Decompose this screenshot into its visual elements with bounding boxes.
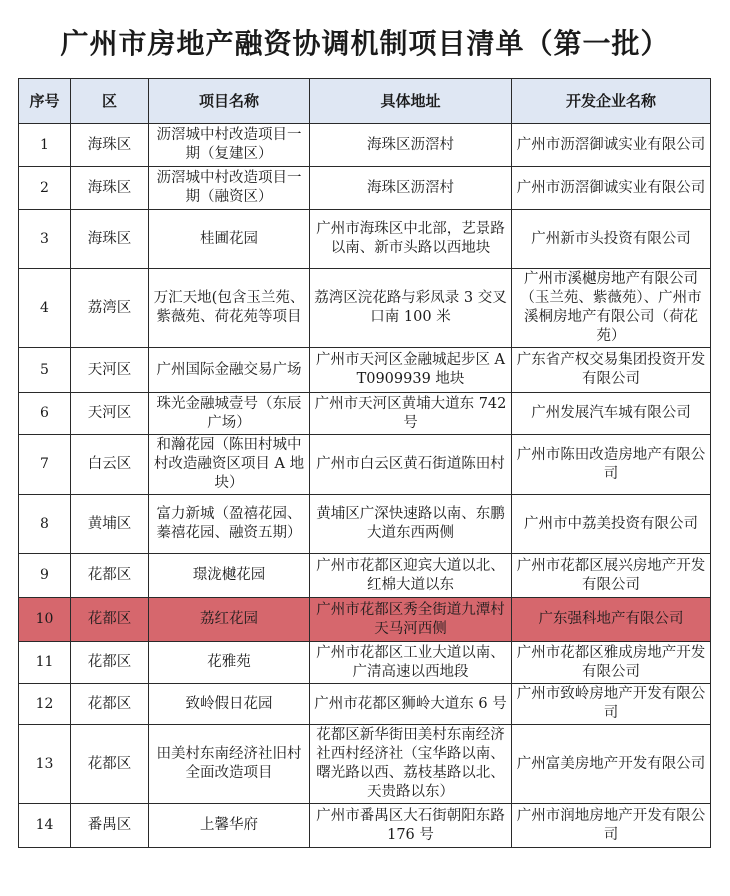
table-row	[19, 167, 711, 210]
table-header-row	[19, 79, 711, 124]
cell-district: 花都区	[71, 725, 149, 804]
cell-no: 3	[19, 210, 71, 269]
cell-district: 海珠区	[71, 124, 149, 167]
table-row	[19, 124, 711, 167]
cell-address: 广州市番禺区大石街朝阳东路 176 号	[310, 804, 512, 848]
cell-address: 广州市花都区秀全街道九潭村天马河西侧	[310, 598, 512, 642]
cell-no: 13	[19, 725, 71, 804]
cell-company: 广州市陈田改造房地产有限公司	[512, 435, 711, 495]
cell-address: 海珠区沥滘村	[310, 124, 512, 167]
cell-address: 广州市天河区黄埔大道东 742 号	[310, 393, 512, 435]
header-district: 区	[71, 79, 149, 124]
cell-no: 8	[19, 495, 71, 554]
header-address: 具体地址	[310, 79, 512, 124]
cell-address: 广州市白云区黄石街道陈田村	[310, 435, 512, 495]
cell-company: 广州发展汽车城有限公司	[512, 393, 711, 435]
cell-project: 上馨华府	[149, 804, 310, 848]
table-row	[19, 210, 711, 269]
cell-district: 天河区	[71, 393, 149, 435]
cell-district: 天河区	[71, 348, 149, 393]
cell-project: 和瀚花园（陈田村城中村改造融资区项目 A 地块）	[149, 435, 310, 495]
cell-no: 5	[19, 348, 71, 393]
cell-company: 广州市花都区展兴房地产开发有限公司	[512, 554, 711, 598]
cell-district: 花都区	[71, 598, 149, 642]
cell-company: 广州市中荔美投资有限公司	[512, 495, 711, 554]
cell-project: 沥滘城中村改造项目一期（融资区）	[149, 167, 310, 210]
cell-company: 广州新市头投资有限公司	[512, 210, 711, 269]
cell-address: 黄埔区广深快速路以南、东鹏大道东西两侧	[310, 495, 512, 554]
table-row	[19, 435, 711, 495]
cell-project: 花雅苑	[149, 642, 310, 684]
cell-district: 黄埔区	[71, 495, 149, 554]
cell-company: 广州市花都区雅成房地产开发有限公司	[512, 642, 711, 684]
header-no: 序号	[19, 79, 71, 124]
cell-address: 广州市花都区迎宾大道以北、红棉大道以东	[310, 554, 512, 598]
cell-project: 富力新城（盈禧花园、蓁禧花园、融资五期）	[149, 495, 310, 554]
cell-district: 花都区	[71, 554, 149, 598]
table-row	[19, 495, 711, 554]
cell-company: 广州市润地房地产开发有限公司	[512, 804, 711, 848]
cell-address: 广州市花都区工业大道以南、广清高速以西地段	[310, 642, 512, 684]
cell-district: 荔湾区	[71, 269, 149, 348]
cell-company: 广州富美房地产开发有限公司	[512, 725, 711, 804]
cell-address: 花都区新华街田美村东南经济社西村经济社（宝华路以南、曙光路以西、荔枝基路以北、天贵路以东）	[310, 725, 512, 804]
document-title: 广州市房地产融资协调机制项目清单（第一批）	[60, 27, 670, 60]
cell-district: 海珠区	[71, 167, 149, 210]
cell-district: 番禺区	[71, 804, 149, 848]
table-row	[19, 348, 711, 393]
cell-no: 7	[19, 435, 71, 495]
cell-no: 2	[19, 167, 71, 210]
cell-project: 珠光金融城壹号（东辰广场）	[149, 393, 310, 435]
cell-district: 海珠区	[71, 210, 149, 269]
table-row	[19, 684, 711, 725]
cell-address: 广州市天河区金融城起步区 AT0909939 地块	[310, 348, 512, 393]
table-row	[19, 269, 711, 348]
cell-project: 田美村东南经济社旧村全面改造项目	[149, 725, 310, 804]
cell-no: 6	[19, 393, 71, 435]
table-row	[19, 393, 711, 435]
cell-address: 广州市海珠区中北部，艺景路以南、新市头路以西地块	[310, 210, 512, 269]
table-row	[19, 642, 711, 684]
project-table	[18, 78, 711, 848]
header-project: 项目名称	[149, 79, 310, 124]
cell-project: 璟泷樾花园	[149, 554, 310, 598]
cell-district: 花都区	[71, 684, 149, 725]
header-company: 开发企业名称	[512, 79, 711, 124]
cell-no: 11	[19, 642, 71, 684]
cell-project: 桂圃花园	[149, 210, 310, 269]
table-row	[19, 554, 711, 598]
cell-address: 海珠区沥滘村	[310, 167, 512, 210]
table-row-highlighted	[19, 598, 711, 642]
cell-no: 1	[19, 124, 71, 167]
table-row	[19, 725, 711, 804]
cell-no: 10	[19, 598, 71, 642]
cell-project: 万汇天地(包含玉兰苑、紫薇苑、荷花苑等项目	[149, 269, 310, 348]
cell-company: 广州市沥滘御诚实业有限公司	[512, 124, 711, 167]
cell-project: 广州国际金融交易广场	[149, 348, 310, 393]
cell-project: 沥滘城中村改造项目一期（复建区）	[149, 124, 310, 167]
cell-district: 花都区	[71, 642, 149, 684]
cell-project: 致岭假日花园	[149, 684, 310, 725]
cell-no: 14	[19, 804, 71, 848]
cell-project: 荔红花园	[149, 598, 310, 642]
cell-no: 9	[19, 554, 71, 598]
cell-company: 广东强科地产有限公司	[512, 598, 711, 642]
table-row	[19, 804, 711, 848]
cell-company: 广州市致岭房地产开发有限公司	[512, 684, 711, 725]
cell-company: 广东省产权交易集团投资开发有限公司	[512, 348, 711, 393]
cell-address: 荔湾区浣花路与彩凤录 3 交叉口南 100 米	[310, 269, 512, 348]
cell-company: 广州市沥滘御诚实业有限公司	[512, 167, 711, 210]
cell-district: 白云区	[71, 435, 149, 495]
cell-no: 4	[19, 269, 71, 348]
cell-no: 12	[19, 684, 71, 725]
cell-company: 广州市溪樾房地产有限公司（玉兰苑、紫薇苑）、广州市溪桐房地产有限公司（荷花苑）	[512, 269, 711, 348]
cell-address: 广州市花都区狮岭大道东 6 号	[310, 684, 512, 725]
